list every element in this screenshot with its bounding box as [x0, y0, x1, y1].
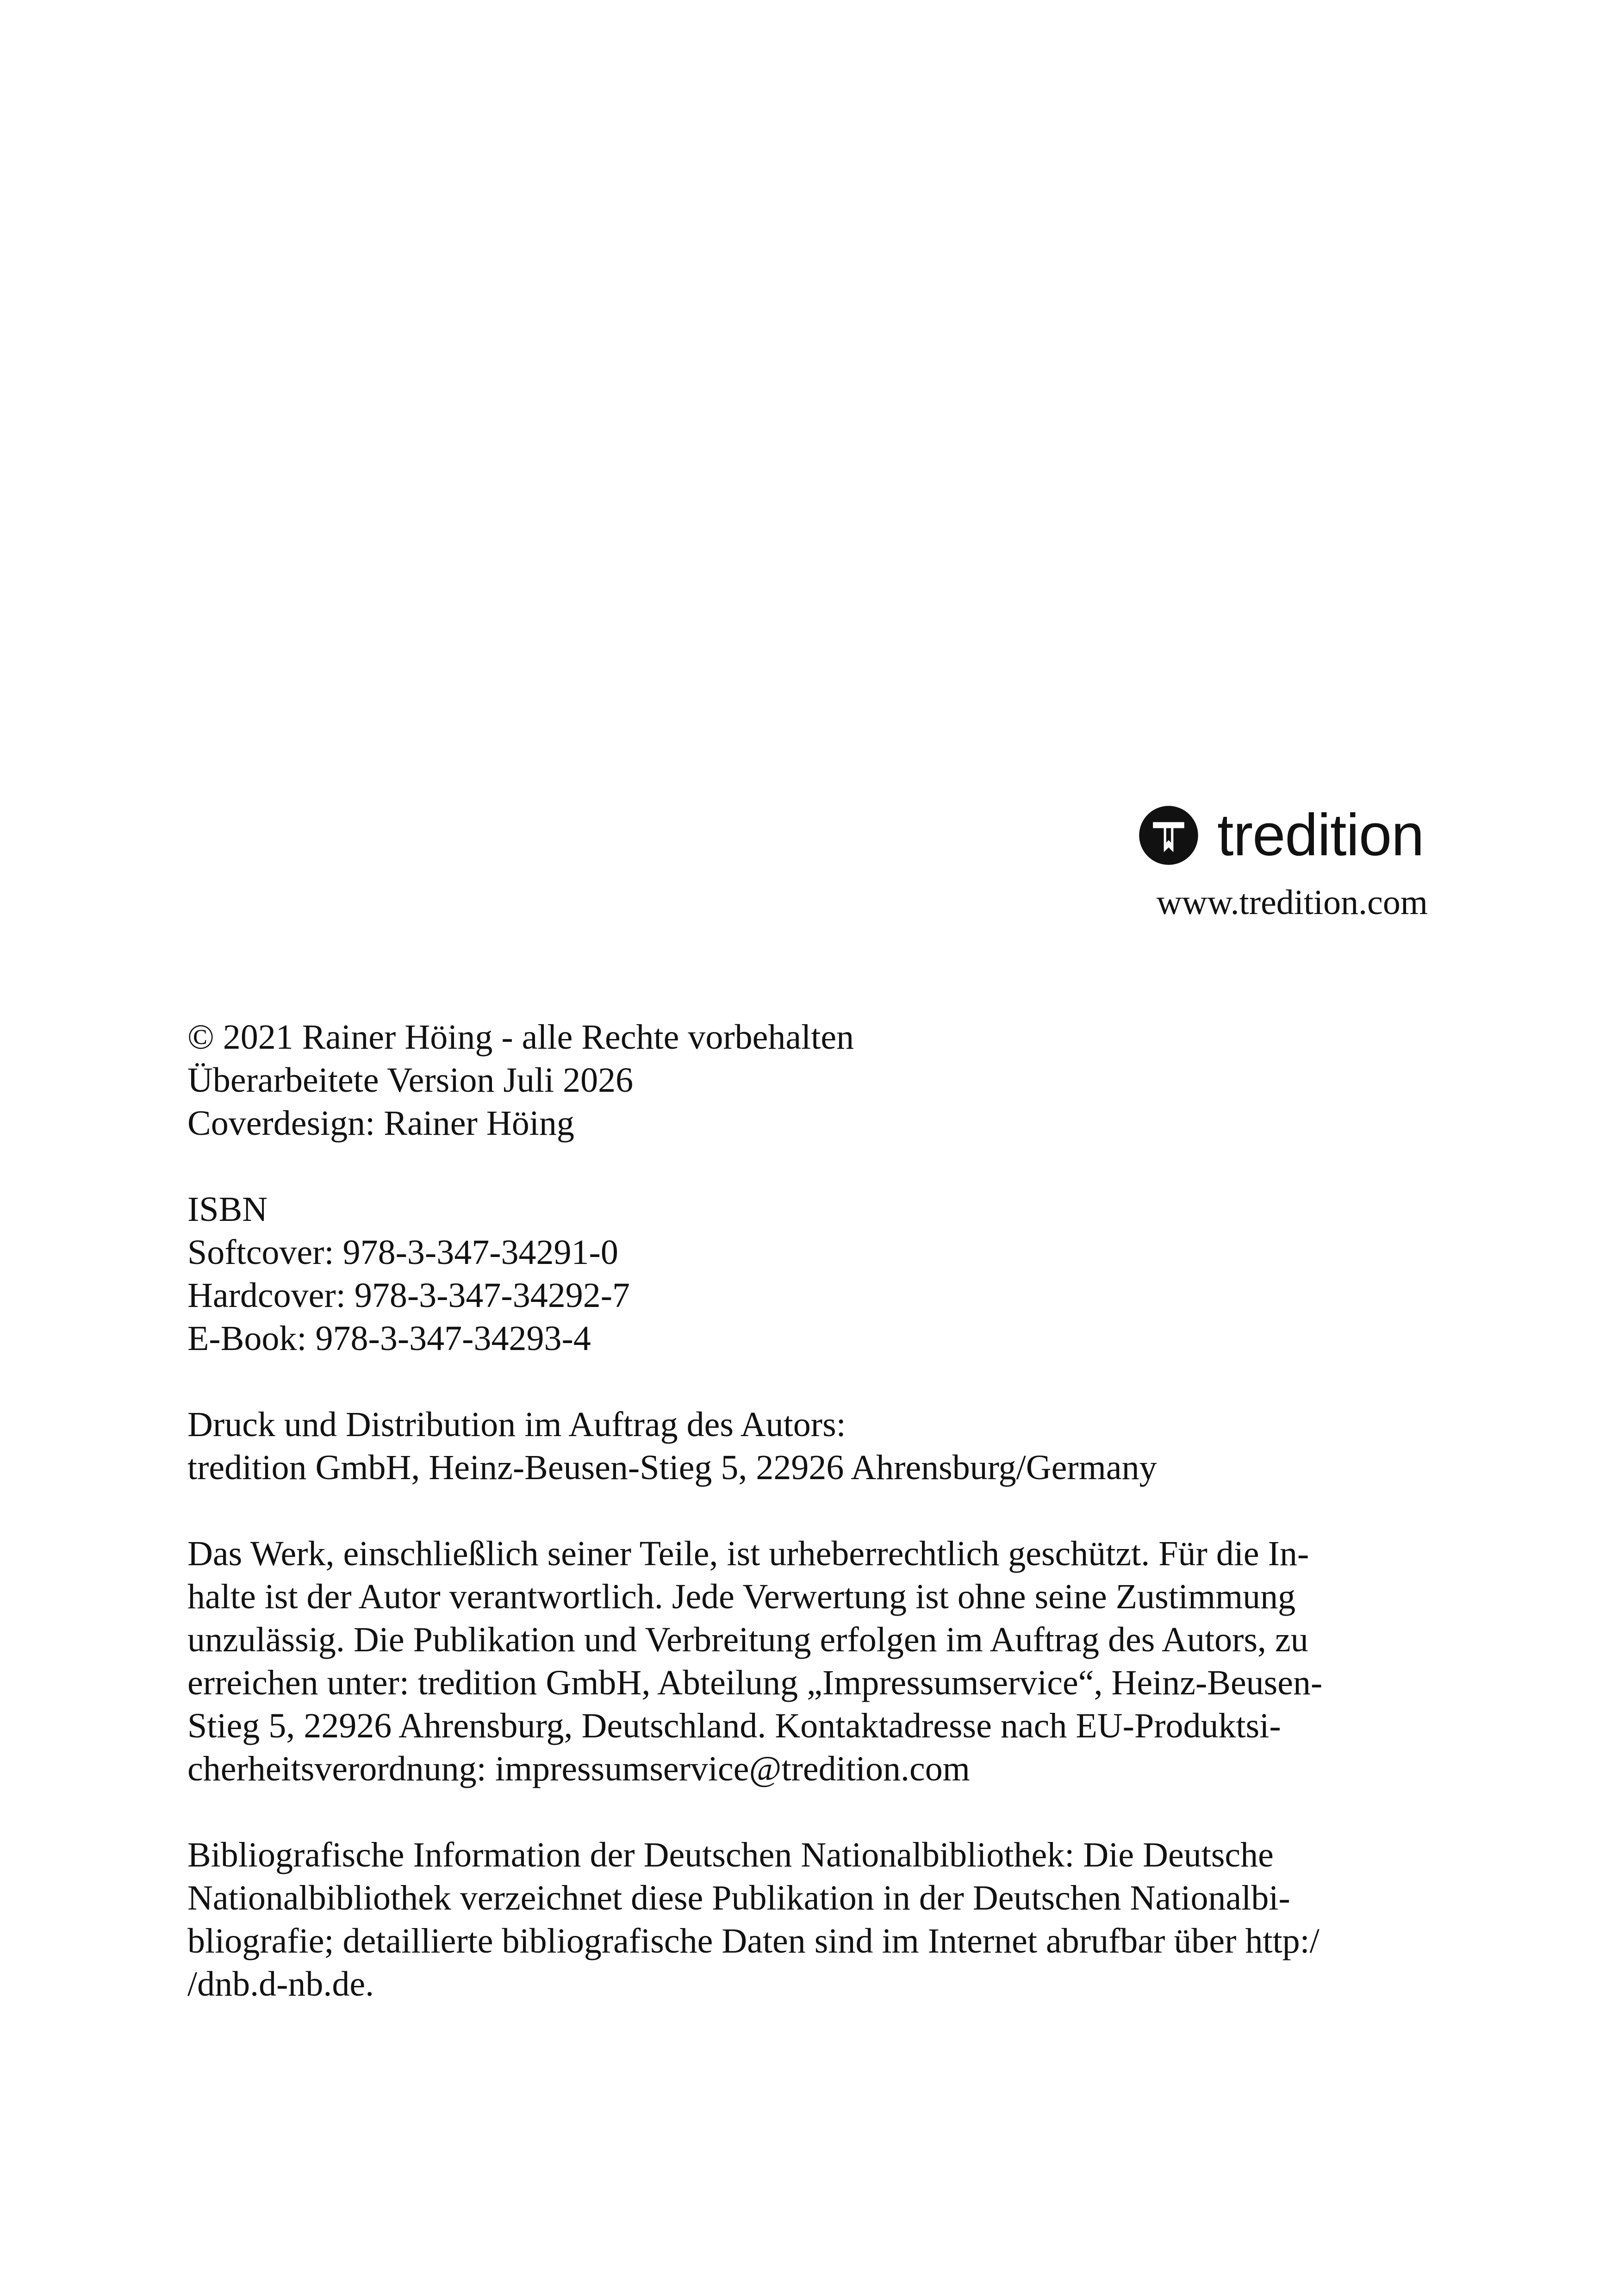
spacer	[187, 1360, 1437, 1403]
tredition-logo-icon	[1139, 805, 1199, 865]
bibliography-line: Nationalbibliothek verzeichnet diese Publikation in der Deutschen Nationalbi-	[187, 1879, 1290, 1917]
bibliography-line: bliografie; detaillierte bibliografische Daten sind im Internet abrufbar über http:/	[187, 1922, 1319, 1960]
publisher-logo	[1139, 802, 1424, 868]
spacer	[187, 1791, 1437, 1834]
spacer	[187, 1145, 1437, 1188]
legal-line: Stieg 5, 22926 Ahrensburg, Deutschland. Kontaktadresse nach EU-Produktsi-	[187, 1706, 1281, 1745]
isbn-heading: ISBN	[187, 1190, 268, 1229]
legal-line: erreichen unter: tredition GmbH, Abteilung „Impressumservice“, Heinz-Beusen-	[187, 1663, 1323, 1702]
isbn-hardcover: Hardcover: 978-3-347-34292-7	[187, 1276, 630, 1315]
legal-line: cherheitsverordnung: impressumservice@tredition.com	[187, 1749, 970, 1788]
revision-line: Überarbeitete Version Juli 2026	[187, 1061, 634, 1100]
copyright-line: © 2021 Rainer Höing - alle Rechte vorbehalten	[187, 1018, 854, 1057]
bibliography-line: /dnb.d-nb.de.	[187, 1965, 374, 2004]
imprint-text	[187, 1016, 1437, 2006]
publisher-name: tredition	[1217, 802, 1424, 868]
isbn-ebook: E-Book: 978-3-347-34293-4	[187, 1319, 591, 1358]
coverdesign-line: Coverdesign: Rainer Höing	[187, 1104, 574, 1143]
publisher-logo-block	[1139, 787, 1435, 935]
publisher-address: tredition GmbH, Heinz-Beusen-Stieg 5, 22926 Ahrensburg/Germany	[187, 1448, 1157, 1487]
bibliography-line: Bibliografische Information der Deutschen Nationalbibliothek: Die Deutsche	[187, 1836, 1274, 1874]
legal-line: halte ist der Autor verantwortlich. Jede Verwertung ist ohne seine Zustimmung	[187, 1577, 1296, 1616]
legal-line: unzulässig. Die Publikation und Verbreitung erfolgen im Auftrag des Autors, zu	[187, 1620, 1308, 1659]
legal-line: Das Werk, einschließlich seiner Teile, ist urheberrechtlich geschützt. Für die In-	[187, 1534, 1309, 1573]
isbn-softcover: Softcover: 978-3-347-34291-0	[187, 1233, 618, 1272]
publisher-url: www.tredition.com	[1156, 883, 1428, 922]
spacer	[187, 1489, 1437, 1532]
print-line: Druck und Distribution im Auftrag des Autors:	[187, 1405, 846, 1444]
